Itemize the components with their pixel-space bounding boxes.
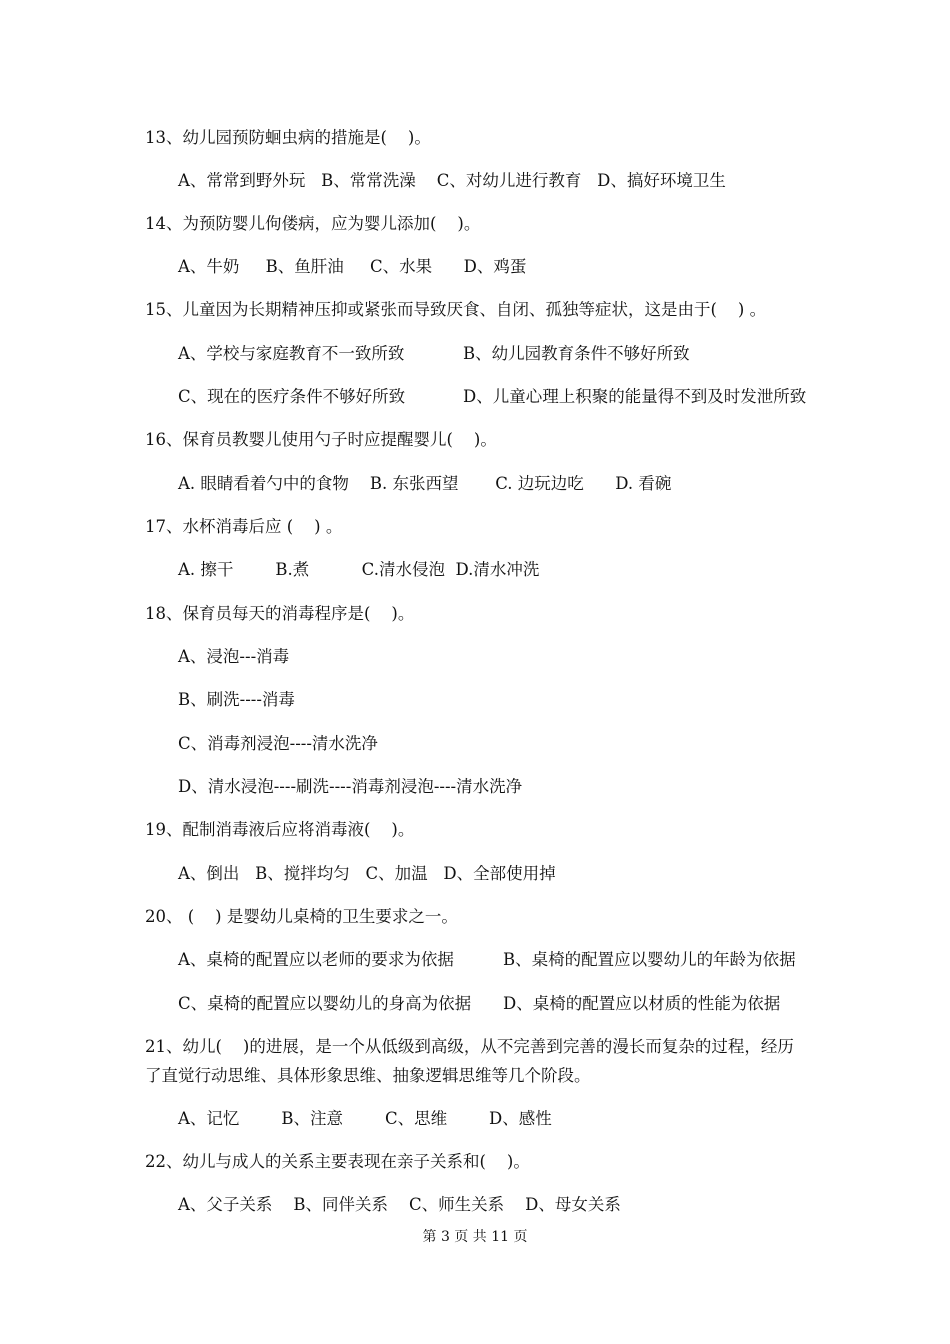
q20-option-b: B、桌椅的配置应以婴幼儿的年龄为依据 bbox=[503, 950, 796, 969]
q21-options: A、记忆 B、注意 C、思维 D、感性 bbox=[178, 1109, 552, 1128]
q16-options: A. 眼睛看着勺中的食物 B. 东张西望 C. 边玩边吃 D. 看碗 bbox=[178, 474, 672, 493]
q22-options: A、父子关系 B、同伴关系 C、师生关系 D、母女关系 bbox=[178, 1195, 621, 1214]
q21-stem-line2: 了直觉行动思维、具体形象思维、抽象逻辑思维等几个阶段。 bbox=[145, 1066, 591, 1085]
q13-options: A、常常到野外玩 B、常常洗澡 C、对幼儿进行教育 D、搞好环境卫生 bbox=[178, 171, 726, 190]
q15-option-d: D、儿童心理上积聚的能量得不到及时发泄所致 bbox=[463, 387, 807, 406]
q17-options: A. 擦干 B.煮 C.清水侵泡 D.清水冲洗 bbox=[178, 560, 540, 579]
page-footer: 第 3 页 共 11 页 bbox=[422, 1229, 528, 1245]
q20-option-d: D、桌椅的配置应以材质的性能为依据 bbox=[503, 994, 781, 1013]
q15-option-c: C、现在的医疗条件不够好所致 bbox=[178, 387, 406, 406]
q15-option-a: A、学校与家庭教育不一致所致 bbox=[178, 344, 405, 363]
q13-stem: 13、幼儿园预防蛔虫病的措施是( )。 bbox=[145, 128, 431, 147]
q15-stem: 15、儿童因为长期精神压抑或紧张而导致厌食、自闭、孤独等症状，这是由于( ) 。 bbox=[145, 300, 767, 319]
q20-option-a: A、桌椅的配置应以老师的要求为依据 bbox=[178, 950, 454, 969]
q20-option-c: C、桌椅的配置应以婴幼儿的身高为依据 bbox=[178, 994, 472, 1013]
q18-option-a: A、浸泡---消毒 bbox=[178, 647, 290, 666]
q18-option-c: C、消毒剂浸泡----清水洗净 bbox=[178, 734, 378, 753]
q21-stem-line1: 21、幼儿( )的进展，是一个从低级到高级，从不完善到完善的漫长而复杂的过程，经历 bbox=[145, 1037, 794, 1056]
q18-option-d: D、清水浸泡----刷洗----消毒剂浸泡----清水洗净 bbox=[178, 777, 523, 796]
q14-options: A、牛奶 B、鱼肝油 C、水果 D、鸡蛋 bbox=[178, 257, 527, 276]
q15-option-b: B、幼儿园教育条件不够好所致 bbox=[463, 344, 690, 363]
q19-options: A、倒出 B、搅拌均匀 C、加温 D、全部使用掉 bbox=[178, 864, 556, 883]
q17-stem: 17、水杯消毒后应 ( ) 。 bbox=[145, 517, 343, 536]
q18-stem: 18、保育员每天的消毒程序是( )。 bbox=[145, 604, 415, 623]
q18-option-b: B、刷洗----消毒 bbox=[178, 690, 295, 709]
q19-stem: 19、配制消毒液后应将消毒液( )。 bbox=[145, 820, 415, 839]
q22-stem: 22、幼儿与成人的关系主要表现在亲子关系和( )。 bbox=[145, 1152, 530, 1171]
q14-stem: 14、为预防婴儿佝偻病，应为婴儿添加( )。 bbox=[145, 214, 481, 233]
q20-stem: 20、 ( ) 是婴幼儿桌椅的卫生要求之一。 bbox=[145, 907, 458, 926]
q16-stem: 16、保育员教婴儿使用勺子时应提醒婴儿( )。 bbox=[145, 430, 497, 449]
